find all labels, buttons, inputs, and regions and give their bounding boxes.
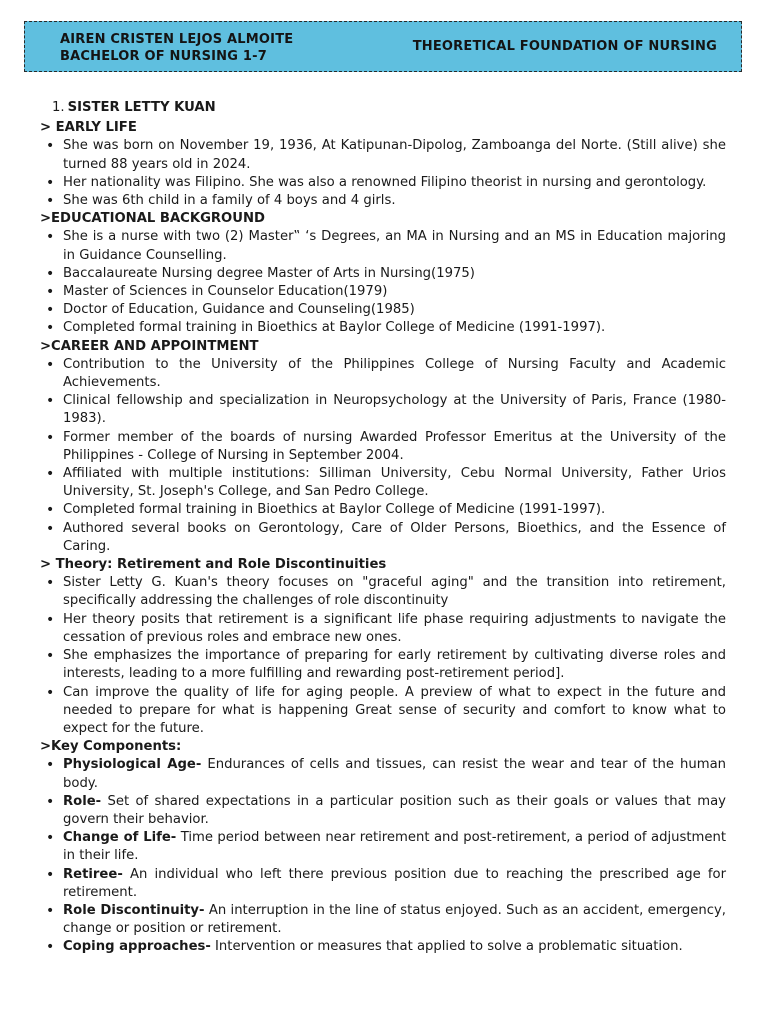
component-definition: Time period between near retirement and post-retirement, a period of adjustment in their life. — [63, 830, 726, 864]
list-item: • Baccalaureate Nursing degree Master of Arts in Nursing(1975) — [63, 265, 726, 283]
component-definition: Endurances of cells and tissues, can resist the wear and tear of the human body. — [63, 757, 727, 791]
student-info — [60, 31, 293, 65]
component-item — [63, 902, 726, 938]
component-term: Retiree- — [63, 866, 123, 882]
list-item: • She is a nurse with two (2) Master‟ ‘s Degrees, an MA in Nursing and an MS in Education majoring in Guidance Counselling. — [63, 228, 726, 264]
component-term: Role- — [63, 793, 102, 809]
document-title — [52, 99, 726, 117]
component-definition: Set of shared expectations in a particular position such as their goals or values that may govern their behavior. — [63, 793, 726, 827]
key-components-list — [40, 756, 726, 956]
section-heading-career: >CAREER AND APPOINTMENT — [40, 338, 259, 354]
career-list — [40, 356, 726, 556]
component-term: Physiological Age- — [63, 757, 202, 773]
component-term: Role Discontinuity- — [63, 902, 205, 918]
component-term: Coping approaches- — [63, 939, 211, 955]
section-heading-key-components: >Key Components: — [40, 739, 182, 755]
education-list — [40, 228, 726, 337]
list-item: • Affiliated with multiple institutions: Silliman University, Cebu Normal University, Father Urios University, St. Joseph's College, and San Pedro College. — [63, 465, 726, 501]
list-item: • Her nationality was Filipino. She was also a renowned Filipino theorist in nursing and gerontology. — [63, 174, 726, 192]
component-definition: An interruption in the line of status enjoyed. Such as an accident, emergency, change or position or retirement. — [63, 902, 726, 937]
component-item — [63, 829, 726, 865]
component-term: Change of Life- — [63, 830, 177, 846]
component-definition: An individual who left there previous position due to reaching the prescribed age for retirement. — [63, 866, 726, 900]
section-heading-theory: > Theory: Retirement and Role Discontinuities — [40, 557, 387, 573]
section-heading-early-life: > EARLY LIFE — [40, 120, 137, 136]
list-item: • She emphasizes the importance of preparing for early retirement by cultivating diverse roles and interests, leading to a more fulfilling and rewarding post-retirement period]. — [63, 647, 726, 683]
list-item: • Completed formal training in Bioethics at Baylor College of Medicine (1991-1997). — [63, 319, 726, 337]
section-heading-education: >EDUCATIONAL BACKGROUND — [40, 211, 265, 227]
title-text: SISTER LETTY KUAN — [67, 100, 216, 115]
list-item: • Sister Letty G. Kuan's theory focuses on "graceful aging" and the transition into retirement, specifically addressing the challenges of role discontinuity — [63, 574, 726, 610]
list-item: • Contribution to the University of the Philippines College of Nursing Faculty and Academic Achievements. — [63, 356, 726, 392]
list-item: • Former member of the boards of nursing Awarded Professor Emeritus at the University of the Philippines - College of Nursing in September 2004. — [63, 429, 726, 465]
list-item: • Master of Sciences in Counselor Education(1979) — [63, 283, 726, 301]
list-item: • She was born on November 19, 1936, At Katipunan-Dipolog, Zamboanga del Norte. (Still alive) she turned 88 years old in 2024. — [63, 137, 726, 173]
component-item — [63, 756, 726, 792]
document-body — [40, 99, 726, 957]
student-program: BACHELOR OF NURSING 1-7 — [60, 49, 267, 64]
list-item: • Clinical fellowship and specialization in Neuropsychology at the University of Paris, France (1980-1983). — [63, 392, 726, 428]
list-item: • Her theory posits that retirement is a significant life phase requiring adjustments to navigate the cessation of previous roles and embrace new ones. — [63, 611, 726, 647]
title-number: 1. — [52, 100, 65, 115]
list-item: • Authored several books on Gerontology, Care of Older Persons, Bioethics, and the Essence of Caring. — [63, 520, 726, 556]
component-item — [63, 866, 726, 902]
list-item: • She was 6th child in a family of 4 boys and 4 girls. — [63, 192, 726, 210]
header-banner — [24, 21, 742, 72]
early-life-list — [40, 137, 726, 210]
component-definition: Intervention or measures that applied to solve a problematic situation. — [210, 939, 683, 955]
list-item: • Doctor of Education, Guidance and Counseling(1985) — [63, 301, 726, 319]
list-item: • Completed formal training in Bioethics at Baylor College of Medicine (1991-1997). — [63, 501, 726, 519]
component-item — [63, 938, 726, 956]
list-item: • Can improve the quality of life for aging people. A preview of what to expect in the future and needed to prepare for what is happening Great sense of security and comfort to know what to expect for the future. — [63, 684, 726, 739]
theory-list — [40, 574, 726, 738]
student-name: AIREN CRISTEN LEJOS ALMOITE — [60, 32, 294, 47]
component-item — [63, 793, 726, 829]
course-title: THEORETICAL FOUNDATION OF NURSING — [412, 39, 717, 54]
